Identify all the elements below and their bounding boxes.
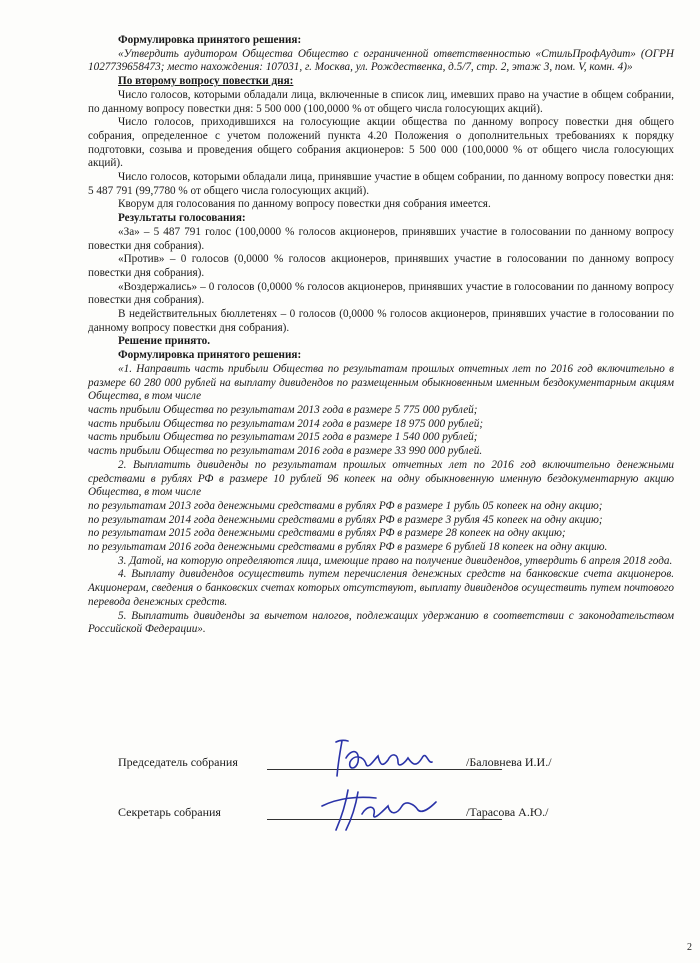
- decision-item-1: «1. Направить часть прибыли Общества по результатам прошлых отчетных лет по 2016 год включительно в размере 60 280 000 рублей на выплату дивидендов по размещенным обыкновенным именным бездокументарным акциям Общества, в том числе: [88, 362, 674, 403]
- decision-item-3: 3. Датой, на которую определяются лица, имеющие право на получение дивидендов, утвердить 6 апреля 2018 года.: [118, 554, 673, 567]
- page-number: 2: [687, 942, 692, 953]
- result-invalid: В недействительных бюллетенях – 0 голосов (0,0000 % голосов акционеров, принявших участие в голосовании по данному вопросу повестки дня собрания).: [88, 308, 674, 334]
- item2-line: по результатам 2016 года денежными средствами в рублях РФ в размере 6 рублей 18 копеек на одну акцию.: [88, 541, 608, 554]
- item1-line: часть прибыли Общества по результатам 2016 года в размере 33 990 000 рублей.: [88, 445, 483, 458]
- question2-paragraph-2: Число голосов, приходившихся на голосующие акции общества по данному вопросу повестки дня общего собрания, определенное с учетом положений пункта 4.20 Положения о дополнительных требованиях к порядку подготовки, созыва и проведения общего собрания акционеров: 5 500 000 (100,0000 % от общего числа голосующих акций).: [88, 116, 674, 170]
- results-heading: Результаты голосования:: [118, 212, 246, 225]
- secretary-name: /Тарасова А.Ю./: [466, 805, 549, 819]
- decision1-text: «Утвердить аудитором Общества Общество с ограниченной ответственностью «СтильПрофАудит» (ОГРН 1027739658473; место нахождения: 107031, г. Москва, ул. Рождественка, д.5/7, стр. 2, этаж 3, пом. V, комн. 4)»: [88, 47, 674, 74]
- chair-signature-row: [118, 734, 678, 784]
- chair-signature: [318, 734, 448, 782]
- item2-line: по результатам 2014 года денежными средствами в рублях РФ в размере 3 рубля 45 копеек на одну акцию;: [88, 513, 603, 526]
- question2-paragraph-1: Число голосов, которыми обладали лица, включенные в список лиц, имевших право на участие в общем собрании, по данному вопросу повестки дня: 5 500 000 (100,0000 % от общего числа голосующих акций).: [88, 88, 674, 115]
- result-abstained: «Воздержались» – 0 голосов (0,0000 % голосов акционеров, принявших участие в голосовании по данному вопросу повестки дня собрания).: [88, 280, 674, 307]
- item1-line: часть прибыли Общества по результатам 2015 года в размере 1 540 000 рублей;: [88, 431, 478, 444]
- secretary-signature: [318, 784, 448, 832]
- item1-line: часть прибыли Общества по результатам 2014 года в размере 18 975 000 рублей;: [88, 417, 484, 430]
- secretary-label: Секретарь собрания: [118, 805, 221, 819]
- question2-paragraph-3: Число голосов, которыми обладали лица, принявшие участие в общем собрании, по данному вопросу повестки дня: 5 487 791 (99,7780 % от общего числа голосующих акций).: [88, 171, 674, 197]
- item2-line: по результатам 2013 года денежными средствами в рублях РФ в размере 1 рубль 05 копеек на одну акцию;: [88, 499, 603, 512]
- decision-item-5: 5. Выплатить дивиденды за вычетом налогов, подлежащих удержанию в соответствии с законодательством Российской Федерации».: [88, 609, 674, 636]
- decision-item-2: 2. Выплатить дивиденды по результатам прошлых отчетных лет по 2016 год включительно денежными средствами в рублях РФ в размере 10 рублей 96 копеек на одну обыкновенную именную бездокументарную акцию Общества, в том числе: [88, 458, 674, 499]
- chair-name: /Баловнева И.И./: [466, 755, 552, 769]
- result-against: «Против» – 0 голосов (0,0000 % голосов акционеров, принявших участие в голосовании по данному вопросу повестки дня собрания).: [88, 253, 674, 279]
- decision1-heading: Формулировка принятого решения:: [118, 34, 302, 46]
- result-for: «За» – 5 487 791 голос (100,0000 % голосов акционеров, принявших участие в голосовании по данному вопросу повестки дня собрания).: [88, 225, 674, 252]
- question2-heading: По второму вопросу повестки дня:: [118, 75, 294, 88]
- item2-line: по результатам 2015 года денежными средствами в рублях РФ в размере 28 копеек на одну акцию;: [88, 527, 566, 540]
- decision-taken: Решение принято.: [118, 335, 211, 348]
- chair-label: Председатель собрания: [118, 755, 238, 769]
- decision2-heading: Формулировка принятого решения:: [118, 349, 302, 362]
- quorum-text: Кворум для голосования по данному вопросу повестки дня собрания имеется.: [118, 198, 491, 211]
- item1-line: часть прибыли Общества по результатам 2013 года в размере 5 775 000 рублей;: [88, 403, 478, 416]
- secretary-signature-row: [118, 784, 678, 834]
- decision-item-4: 4. Выплату дивидендов осуществить путем перечисления денежных средств на банковские счета акционеров. Акционерам, сведения о банковских счетах которых отсутствуют, выплату дивидендов осуществить путем почтового перевода денежных средств.: [88, 568, 674, 608]
